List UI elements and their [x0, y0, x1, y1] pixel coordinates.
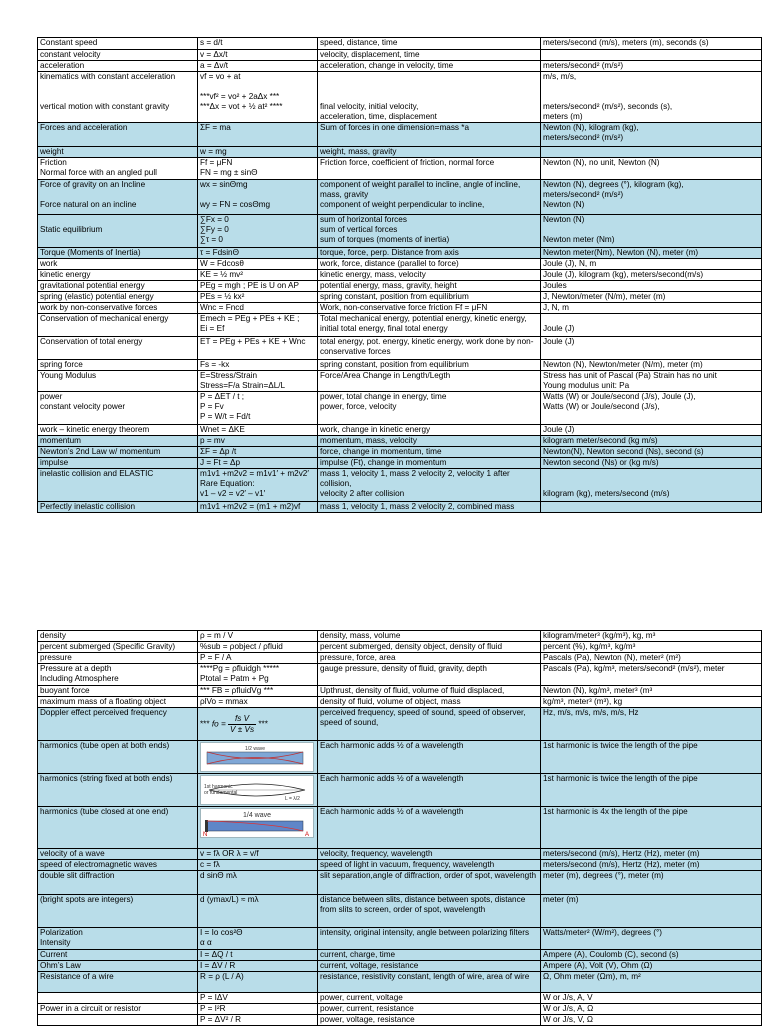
table-row [38, 360, 762, 371]
row-variables: acceleration, change in velocity, time [318, 61, 541, 72]
table-row [38, 972, 762, 993]
row-units: Joule (J) [541, 425, 762, 436]
table-row [38, 371, 762, 392]
row-variables: mass 1, velocity 1, mass 2 velocity 2, velocity 1 after collision, velocity 2 after collision [318, 469, 541, 502]
table-row [38, 653, 762, 664]
table-row [38, 259, 762, 270]
quarter-wave-caption: 1/4 wave [243, 812, 272, 819]
row-formula: c = fλ [198, 860, 318, 871]
row-units: W or J/s, A, Ω [541, 1004, 762, 1015]
row-units: Pascals (Pa), Newton (N), meter² (m²) [541, 653, 762, 664]
row-variables: density, mass, volume [318, 631, 541, 642]
row-label: kinematics with constant acceleration vertical motion with constant gravity [38, 72, 198, 123]
table-row [38, 292, 762, 303]
doppler-suffix: *** [258, 719, 268, 729]
table-row [38, 436, 762, 447]
row-label: Young Modulus [38, 371, 198, 392]
table-row [38, 928, 762, 950]
wave-diagram-icon [200, 775, 314, 805]
row-units: meters/second (m/s), Hertz (Hz), meter (m) [541, 860, 762, 871]
row-formula: KE = ½ mv² [198, 270, 318, 281]
row-units [541, 502, 762, 513]
row-variables: Total mechanical energy, potential energy, kinetic energy, initial total energy, final total energy [318, 314, 541, 337]
row-variables: Each harmonic adds ½ of a wavelength [318, 741, 541, 774]
row-label: Doppler effect perceived frequency [38, 708, 198, 741]
row-label: Current [38, 950, 198, 961]
row-units: 1st harmonic is twice the length of the pipe [541, 774, 762, 807]
table-row [38, 337, 762, 360]
harmonic-diagram [198, 741, 318, 774]
row-units: Joule (J) [541, 337, 762, 360]
row-variables: total energy, pot. energy, kinetic energy, work done by non-conservative forces [318, 337, 541, 360]
row-units: 1st harmonic is 4x the length of the pipe [541, 807, 762, 849]
row-variables: power, voltage, resistance [318, 1015, 541, 1026]
row-label: Friction Normal force with an angled pull [38, 158, 198, 180]
table-row [38, 664, 762, 686]
fundamental-caption: or fundamental [204, 790, 238, 796]
row-variables: power, current, voltage [318, 993, 541, 1004]
table-row [38, 270, 762, 281]
row-units: Newton (N), degrees (°), kilogram (kg), meters/second² (m/s²) Newton (N) [541, 180, 762, 215]
row-variables: mass 1, velocity 1, mass 2 velocity 2, combined mass [318, 502, 541, 513]
row-variables: spring constant, position from equilibrium [318, 360, 541, 371]
row-formula: P = ΔET / t ; P = Fv P = W/t = Fd/t [198, 392, 318, 425]
table-row [38, 686, 762, 697]
table-row [38, 392, 762, 425]
row-label: Ohm’s Law [38, 961, 198, 972]
row-variables: work, force, distance (parallel to force) [318, 259, 541, 270]
row-units: Newton second (Ns) or (kg m/s) [541, 458, 762, 469]
row-label: buoyant force [38, 686, 198, 697]
row-formula: d sinΘ mλ [198, 871, 318, 895]
doppler-fraction [228, 714, 256, 735]
table-row [38, 807, 762, 849]
doppler-lhs: fo = [211, 719, 226, 729]
row-label: work by non-conservative forces [38, 303, 198, 314]
row-units: kilogram/meter³ (kg/m³), kg, m³ [541, 631, 762, 642]
row-formula: ∑Fx = 0 ∑Fy = 0 ∑τ = 0 [198, 215, 318, 248]
table-row [38, 502, 762, 513]
row-units [541, 50, 762, 61]
row-variables: potential energy, mass, gravity, height [318, 281, 541, 292]
row-label: Static equilibrium [38, 215, 198, 248]
row-label: work – kinetic energy theorem [38, 425, 198, 436]
row-label [38, 993, 198, 1004]
row-variables: power, total change in energy, time power, force, velocity [318, 392, 541, 425]
row-label: spring (elastic) potential energy [38, 292, 198, 303]
row-variables: velocity, frequency, wavelength [318, 849, 541, 860]
row-variables: Sum of forces in one dimension=mass *a [318, 123, 541, 147]
doppler-denominator: V ± Vs [230, 725, 255, 734]
row-variables: current, voltage, resistance [318, 961, 541, 972]
row-label: acceleration [38, 61, 198, 72]
row-variables: percent submerged, density object, density of fluid [318, 642, 541, 653]
table-row [38, 248, 762, 259]
row-formula: d (ymax/L) ≈ mλ [198, 895, 318, 928]
row-units [541, 147, 762, 158]
row-label: harmonics (tube open at both ends) [38, 741, 198, 774]
row-units: meters/second (m/s), meters (m), seconds (s) [541, 38, 762, 50]
row-formula: τ = FdsinΘ [198, 248, 318, 259]
row-formula: E=Stress/Strain Stress=F/a Strain=ΔL/L [198, 371, 318, 392]
row-variables: gauge pressure, density of fluid, gravity, depth [318, 664, 541, 686]
row-units: Joule (J) [541, 314, 762, 337]
row-formula: Emech = PEg + PEs + KE ; Ei = Ef [198, 314, 318, 337]
row-label: harmonics (string fixed at both ends) [38, 774, 198, 807]
row-label: kinetic energy [38, 270, 198, 281]
row-units: Pascals (Pa), kg/m³, meters/second² (m/s²), meter [541, 664, 762, 686]
row-variables: momentum, mass, velocity [318, 436, 541, 447]
row-formula: wx = sinΘmg wy = FN = cosΘmg [198, 180, 318, 215]
table-row [38, 895, 762, 928]
row-variables: velocity, displacement, time [318, 50, 541, 61]
row-variables: resistance, resistivity constant, length of wire, area of wire [318, 972, 541, 993]
table-row [38, 631, 762, 642]
table-row [38, 961, 762, 972]
row-formula: P = I²R [198, 1004, 318, 1015]
row-label: impulse [38, 458, 198, 469]
row-label: constant velocity [38, 50, 198, 61]
row-formula: Wnc = Fncd [198, 303, 318, 314]
row-label: Torque (Moments of Inertia) [38, 248, 198, 259]
row-variables: kinetic energy, mass, velocity [318, 270, 541, 281]
row-variables: distance between slits, distance between spots, distance from slits to screen, order of spot, wavelength [318, 895, 541, 928]
half-wave-caption: 1/2 wave [245, 746, 266, 752]
row-formula: s = d/t [198, 38, 318, 50]
table-row [38, 147, 762, 158]
table-row [38, 61, 762, 72]
row-units: kilogram meter/second (kg m/s) [541, 436, 762, 447]
table-row [38, 774, 762, 807]
row-units: J, N, m [541, 303, 762, 314]
row-variables: slit separation,angle of diffraction, order of spot, wavelength [318, 871, 541, 895]
row-formula: p = mv [198, 436, 318, 447]
row-variables: density of fluid, volume of object, mass [318, 697, 541, 708]
harmonic-diagram [198, 807, 318, 849]
row-label: gravitational potential energy [38, 281, 198, 292]
row-formula: J = Ft = Δp [198, 458, 318, 469]
row-units: meters/second² (m/s²) [541, 61, 762, 72]
row-label: power constant velocity power [38, 392, 198, 425]
row-formula: P = IΔV [198, 993, 318, 1004]
row-label: momentum [38, 436, 198, 447]
table-row [38, 993, 762, 1004]
row-units: Newton (N), no unit, Newton (N) [541, 158, 762, 180]
doppler-numerator: fs V [228, 714, 256, 725]
table-row [38, 425, 762, 436]
row-units: Newton (N), kilogram (kg), meters/second² (m/s²) [541, 123, 762, 147]
table-row [38, 871, 762, 895]
row-label: velocity of a wave [38, 849, 198, 860]
row-variables: force, change in momentum, time [318, 447, 541, 458]
row-formula: ΣF = ma [198, 123, 318, 147]
row-units: percent (%), kg/m³, kg/m³ [541, 642, 762, 653]
row-units: Newton meter(Nm), Newton (N), meter (m) [541, 248, 762, 259]
row-variables: work, change in kinetic energy [318, 425, 541, 436]
row-units: J, Newton/meter (N/m), meter (m) [541, 292, 762, 303]
row-units: Stress has unit of Pascal (Pa) Strain has no unit Young modulus unit: Pa [541, 371, 762, 392]
row-formula: ET = PEg + PEs + KE + Wnc [198, 337, 318, 360]
doppler-prefix: *** [200, 719, 210, 729]
row-variables: component of weight parallel to incline, angle of incline, mass, gravity component of weight perpendicular to incline, [318, 180, 541, 215]
row-variables: speed, distance, time [318, 38, 541, 50]
table-row [38, 158, 762, 180]
row-variables: Work, non-conservative force friction Ff = μFN [318, 303, 541, 314]
first-harmonic-caption: 1st harmonic [204, 784, 233, 790]
bottom-formula-table [37, 630, 741, 1026]
row-label: Conservation of mechanical energy [38, 314, 198, 337]
row-formula: ΣF = Δp /t [198, 447, 318, 458]
row-label: Power in a circuit or resistor [38, 1004, 198, 1015]
row-formula: *** FB = ρfluidVg *** [198, 686, 318, 697]
row-units: kg/m³, meter³ (m³), kg [541, 697, 762, 708]
row-units: Joule (J), N, m [541, 259, 762, 270]
row-variables: Force/Area Change in Length/Legth [318, 371, 541, 392]
row-formula: a = Δv/t [198, 61, 318, 72]
row-formula: ρlVo = mmax [198, 697, 318, 708]
row-formula: m1v1 +m2v2 = (m1 + m2)vf [198, 502, 318, 513]
row-formula: R = ρ (L / A) [198, 972, 318, 993]
row-label: density [38, 631, 198, 642]
row-label: work [38, 259, 198, 270]
row-label: Resistance of a wire [38, 972, 198, 993]
table-row [38, 303, 762, 314]
row-units: W or J/s, A, V [541, 993, 762, 1004]
row-label: pressure [38, 653, 198, 664]
row-label: weight [38, 147, 198, 158]
row-formula: PEs = ½ kx² [198, 292, 318, 303]
row-units: meter (m), degrees (°), meter (m) [541, 871, 762, 895]
table-row [38, 741, 762, 774]
row-formula: m1v1 +m2v2 = m1v1′ + m2v2′ Rare Equation: v1 – v2 = v2′ – v1′ [198, 469, 318, 502]
table-row [38, 458, 762, 469]
row-variables: power, current, resistance [318, 1004, 541, 1015]
row-units: W or J/s, V, Ω [541, 1015, 762, 1026]
table-row [38, 123, 762, 147]
row-label: Forces and acceleration [38, 123, 198, 147]
row-units: Ω, Ohm meter (Ωm), m, m² [541, 972, 762, 993]
row-units: Watts/meter² (W/m²), degrees (°) [541, 928, 762, 950]
row-variables: impulse (Ft), change in momentum [318, 458, 541, 469]
table-row [38, 697, 762, 708]
row-variables: Each harmonic adds ½ of a wavelength [318, 774, 541, 807]
row-units: Joules [541, 281, 762, 292]
table-row [38, 849, 762, 860]
table-row [38, 1004, 762, 1015]
row-formula: ****Pg = ρfluidgh ***** Ptotal = Patm + Pg [198, 664, 318, 686]
row-formula: P = F / A [198, 653, 318, 664]
wave-diagram-icon [200, 808, 314, 838]
top-formula-table [37, 37, 741, 513]
node-caption: N [203, 832, 208, 838]
row-label: double slit diffraction [38, 871, 198, 895]
row-units: Hz, m/s, m/s, m/s, m/s, Hz [541, 708, 762, 741]
table-row [38, 950, 762, 961]
table-row [38, 281, 762, 292]
row-label: Newton’s 2nd Law w/ momentum [38, 447, 198, 458]
row-units: Newton (N) Newton meter (Nm) [541, 215, 762, 248]
row-formula: %sub = ρobject / ρfluid [198, 642, 318, 653]
row-units: Ampere (A), Coulomb (C), second (s) [541, 950, 762, 961]
row-label: Perfectly inelastic collision [38, 502, 198, 513]
table-row [38, 469, 762, 502]
row-label: Force of gravity on an Incline Force natural on an incline [38, 180, 198, 215]
doppler-formula [198, 708, 318, 741]
row-variables: current, charge, time [318, 950, 541, 961]
antinode-caption: A [305, 832, 310, 838]
row-variables: spring constant, position from equilibrium [318, 292, 541, 303]
row-formula: I = ΔV / R [198, 961, 318, 972]
table-row [38, 180, 762, 215]
row-formula: PEg = mgh ; PE is U on AP [198, 281, 318, 292]
row-formula: I = Io cos²Θ α α [198, 928, 318, 950]
table-row [38, 50, 762, 61]
row-label: harmonics (tube closed at one end) [38, 807, 198, 849]
row-formula: P = ΔV² / R [198, 1015, 318, 1026]
row-label: inelastic collision and ELASTIC [38, 469, 198, 502]
table-row [38, 642, 762, 653]
row-label: (bright spots are integers) [38, 895, 198, 928]
row-formula: I = ΔQ / t [198, 950, 318, 961]
row-variables: sum of horizontal forces sum of vertical forces sum of torques (moments of inertia) [318, 215, 541, 248]
table-row [38, 314, 762, 337]
row-units: Watts (W) or Joule/second (J/s), Joule (J), Watts (W) or Joule/second (J/s), [541, 392, 762, 425]
row-units: 1st harmonic is twice the length of the pipe [541, 741, 762, 774]
table-row [38, 860, 762, 871]
table-row [38, 72, 762, 123]
row-units: Joule (J), kilogram (kg), meters/second(m/s) [541, 270, 762, 281]
row-units: Ampere (A), Volt (V), Ohm (Ω) [541, 961, 762, 972]
row-variables: pressure, force, area [318, 653, 541, 664]
row-variables: perceived frequency, speed of sound, speed of observer, speed of sound, [318, 708, 541, 741]
row-label: Polarization Intensity [38, 928, 198, 950]
row-formula: w = mg [198, 147, 318, 158]
row-label: maximum mass of a floating object [38, 697, 198, 708]
row-label: Conservation of total energy [38, 337, 198, 360]
row-units: Newton(N), Newton second (Ns), second (s) [541, 447, 762, 458]
table-row [38, 447, 762, 458]
row-variables: Each harmonic adds ½ of a wavelength [318, 807, 541, 849]
row-variables: torque, force, perp. Distance from axis [318, 248, 541, 259]
row-label: spring force [38, 360, 198, 371]
row-variables: intensity, original intensity, angle between polarizing filters [318, 928, 541, 950]
row-formula: Ff = μFN FN = mg ± sinΘ [198, 158, 318, 180]
row-units: Newton (N), kg/m³, meter³ (m³ [541, 686, 762, 697]
row-formula: W = Fdcosθ [198, 259, 318, 270]
wave-diagram-icon [200, 742, 314, 772]
row-variables: final velocity, initial velocity, acceleration, time, displacement [318, 72, 541, 123]
row-label: percent submerged (Specific Gravity) [38, 642, 198, 653]
row-units: meters/second (m/s), Hertz (Hz), meter (m) [541, 849, 762, 860]
row-label: Constant speed [38, 38, 198, 50]
row-units: kilogram (kg), meters/second (m/s) [541, 469, 762, 502]
row-formula: v = fλ OR λ = v/f [198, 849, 318, 860]
harmonic-diagram [198, 774, 318, 807]
table-row [38, 215, 762, 248]
table-row [38, 38, 762, 50]
row-label: Pressure at a depth Including Atmosphere [38, 664, 198, 686]
row-variables: Upthrust, density of fluid, volume of fluid displaced, [318, 686, 541, 697]
row-formula: v = Δx/t [198, 50, 318, 61]
row-variables: speed of light in vacuum, frequency, wavelength [318, 860, 541, 871]
row-formula: vf = vo + at ***vf² = vo² + 2aΔx *** ***Δx = vot + ½ at² **** [198, 72, 318, 123]
length-caption: L = λ/2 [285, 796, 300, 802]
row-formula: ρ = m / V [198, 631, 318, 642]
row-formula: Fs = -kx [198, 360, 318, 371]
row-units: m/s, m/s, meters/second² (m/s²), seconds (s), meters (m) [541, 72, 762, 123]
row-label: speed of electromagnetic waves [38, 860, 198, 871]
table-row [38, 708, 762, 741]
row-variables: weight, mass, gravity [318, 147, 541, 158]
row-formula: Wnet = ΔKE [198, 425, 318, 436]
row-variables: Friction force, coefficient of friction, normal force [318, 158, 541, 180]
row-units: meter (m) [541, 895, 762, 928]
row-units: Newton (N), Newton/meter (N/m), meter (m) [541, 360, 762, 371]
